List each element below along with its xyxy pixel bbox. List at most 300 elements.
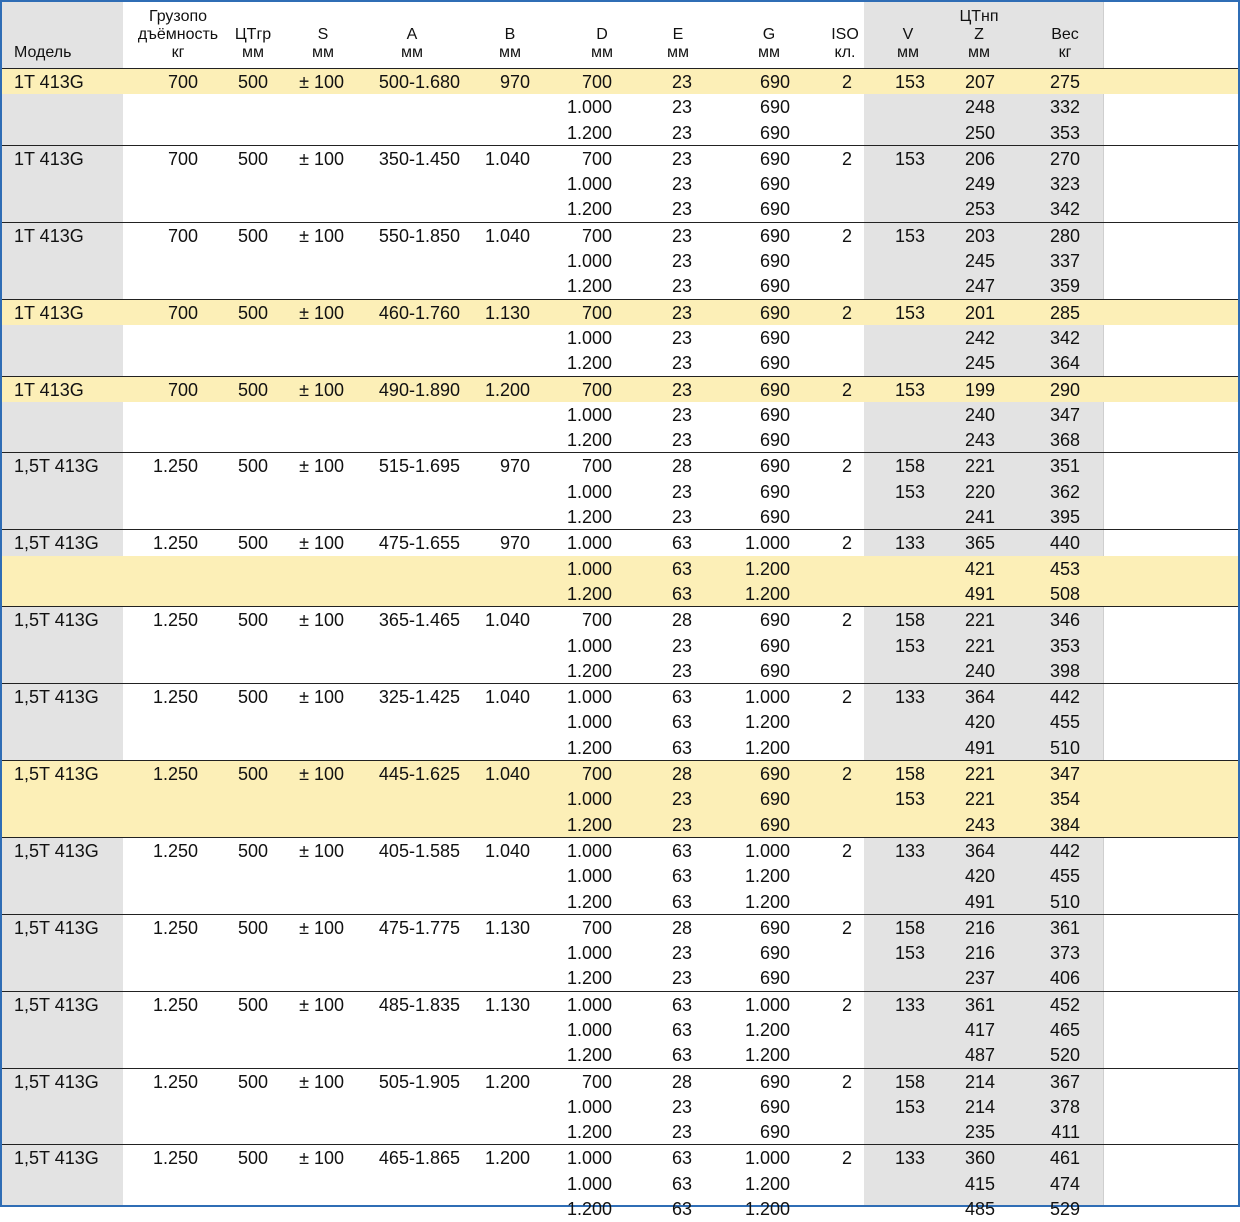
cell-z: 216: [964, 917, 995, 938]
table-row: [2, 556, 1238, 581]
table-row: [2, 325, 1238, 350]
header-weight-label: Вес: [1051, 26, 1079, 43]
cell-g: 690: [759, 404, 790, 425]
cell-d: 1.200: [566, 122, 612, 143]
table-row: [2, 273, 1238, 298]
cell-d: 1.200: [566, 276, 612, 297]
table-row: [2, 171, 1238, 196]
table-row: [2, 1145, 1238, 1170]
cell-v: 158: [894, 610, 925, 631]
cell-weight: 529: [1049, 1199, 1080, 1220]
cell-g: 690: [759, 225, 790, 246]
cell-a: 465-1.865: [378, 1148, 460, 1169]
cell-e: 63: [671, 712, 692, 733]
cell-e: 23: [671, 507, 692, 528]
header-ctnp-label: ЦТнп: [959, 8, 999, 25]
cell-b: 1.040: [484, 225, 530, 246]
cell-e: 23: [671, 276, 692, 297]
cell-model: 1,5T 413G: [14, 917, 99, 938]
cell-iso: 2: [841, 687, 852, 708]
cell-capacity: 1.250: [152, 456, 198, 477]
cell-g: 1.200: [744, 583, 790, 604]
cell-d: 1.200: [566, 737, 612, 758]
cell-e: 63: [671, 687, 692, 708]
cell-z: 243: [964, 814, 995, 835]
cell-weight: 465: [1049, 1019, 1080, 1040]
table-row: [2, 530, 1238, 555]
cell-d: 1.200: [566, 353, 612, 374]
table-row: [2, 658, 1238, 683]
table-row: [2, 402, 1238, 427]
table-row: [2, 223, 1238, 248]
cell-d: 1.000: [566, 327, 612, 348]
cell-g: 690: [759, 1071, 790, 1092]
cell-b: 1.130: [484, 302, 530, 323]
cell-capacity: 1.250: [152, 917, 198, 938]
cell-a: 405-1.585: [378, 840, 460, 861]
cell-b: 1.040: [484, 840, 530, 861]
header-g-unit: мм: [758, 44, 780, 61]
cell-v: 153: [894, 635, 925, 656]
cell-z: 240: [964, 660, 995, 681]
table-row: [2, 838, 1238, 863]
cell-weight: 351: [1049, 456, 1080, 477]
table-row: [2, 581, 1238, 606]
header-s: [298, 2, 348, 62]
cell-e: 23: [671, 302, 692, 323]
table-row: [2, 1069, 1238, 1094]
table-row: [2, 1196, 1238, 1221]
cell-model: 1T 413G: [14, 72, 84, 92]
cell-ctgr: 500: [237, 302, 268, 323]
header-z: [952, 2, 1006, 62]
cell-g: 690: [759, 507, 790, 528]
cell-ctgr: 500: [237, 917, 268, 938]
cell-capacity: 700: [167, 148, 198, 169]
cell-v: 153: [894, 481, 925, 502]
cell-v: 153: [894, 1096, 925, 1117]
cell-e: 63: [671, 583, 692, 604]
cell-s: ± 100: [299, 533, 344, 554]
table-row: [2, 915, 1238, 940]
cell-d: 1.200: [566, 1045, 612, 1066]
model-group: [2, 837, 1238, 914]
cell-d: 1.200: [566, 507, 612, 528]
cell-g: 1.200: [744, 558, 790, 579]
table-row: [2, 196, 1238, 221]
table-row: [2, 427, 1238, 452]
cell-d: 700: [581, 72, 612, 92]
cell-e: 23: [671, 225, 692, 246]
cell-g: 690: [759, 353, 790, 374]
cell-v: 158: [894, 917, 925, 938]
cell-model: 1,5T 413G: [14, 533, 99, 554]
table-row: [2, 812, 1238, 837]
header-g: [744, 2, 794, 62]
table-row: [2, 1017, 1238, 1042]
table-row: [2, 1042, 1238, 1067]
cell-s: ± 100: [299, 456, 344, 477]
cell-s: ± 100: [299, 302, 344, 323]
header-v: [883, 2, 933, 62]
cell-d: 1.000: [566, 943, 612, 964]
cell-weight: 354: [1049, 789, 1080, 810]
cell-ctgr: 500: [237, 456, 268, 477]
header-e: [653, 2, 703, 62]
cell-g: 1.000: [744, 994, 790, 1015]
cell-d: 700: [581, 610, 612, 631]
table-row: [2, 889, 1238, 914]
cell-weight: 361: [1049, 917, 1080, 938]
table-header: [2, 2, 1238, 62]
table-row: [2, 504, 1238, 529]
cell-e: 23: [671, 789, 692, 810]
cell-d: 1.000: [566, 994, 612, 1015]
cell-g: 690: [759, 97, 790, 118]
cell-weight: 406: [1049, 968, 1080, 989]
cell-weight: 510: [1049, 891, 1080, 912]
cell-a: 500-1.680: [378, 72, 460, 92]
cell-g: 1.000: [744, 533, 790, 554]
cell-capacity: 1.250: [152, 610, 198, 631]
header-iso-unit: кл.: [834, 44, 856, 61]
cell-g: 690: [759, 764, 790, 785]
table-row: [2, 453, 1238, 478]
model-group: [2, 529, 1238, 606]
cell-z: 364: [964, 687, 995, 708]
cell-d: 700: [581, 302, 612, 323]
cell-e: 28: [671, 1071, 692, 1092]
cell-weight: 510: [1049, 737, 1080, 758]
cell-z: 207: [964, 72, 995, 92]
cell-d: 1.000: [566, 404, 612, 425]
cell-weight: 453: [1049, 558, 1080, 579]
cell-z: 364: [964, 840, 995, 861]
cell-ctgr: 500: [237, 225, 268, 246]
table-row: [2, 69, 1238, 94]
header-iso: [820, 2, 870, 62]
cell-s: ± 100: [299, 840, 344, 861]
cell-iso: 2: [841, 302, 852, 323]
cell-d: 1.200: [566, 814, 612, 835]
cell-b: 970: [499, 456, 530, 477]
cell-capacity: 700: [167, 72, 198, 92]
table-body: [2, 68, 1238, 1221]
cell-iso: 2: [841, 994, 852, 1015]
cell-a: 550-1.850: [378, 225, 460, 246]
cell-g: 1.200: [744, 866, 790, 887]
cell-z: 417: [964, 1019, 995, 1040]
cell-d: 700: [581, 917, 612, 938]
cell-model: 1,5T 413G: [14, 994, 99, 1015]
header-d-unit: мм: [591, 44, 613, 61]
cell-d: 1.200: [566, 660, 612, 681]
cell-a: 365-1.465: [378, 610, 460, 631]
cell-z: 491: [964, 583, 995, 604]
cell-g: 690: [759, 430, 790, 451]
header-ctgr: [228, 2, 278, 62]
cell-d: 700: [581, 379, 612, 400]
cell-g: 1.200: [744, 712, 790, 733]
cell-v: 133: [894, 840, 925, 861]
cell-e: 23: [671, 72, 692, 92]
cell-g: 690: [759, 917, 790, 938]
cell-capacity: 700: [167, 302, 198, 323]
cell-e: 23: [671, 660, 692, 681]
cell-v: 133: [894, 687, 925, 708]
header-iso-label: ISO: [831, 26, 859, 43]
header-d: [577, 2, 627, 62]
cell-e: 63: [671, 866, 692, 887]
table-row: [2, 940, 1238, 965]
cell-weight: 342: [1049, 327, 1080, 348]
cell-a: 515-1.695: [378, 456, 460, 477]
cell-s: ± 100: [299, 610, 344, 631]
cell-g: 690: [759, 199, 790, 220]
cell-v: 153: [894, 148, 925, 169]
cell-iso: 2: [841, 456, 852, 477]
cell-z: 248: [964, 97, 995, 118]
cell-g: 690: [759, 276, 790, 297]
table-row: [2, 479, 1238, 504]
cell-z: 221: [964, 456, 995, 477]
cell-iso: 2: [841, 1071, 852, 1092]
cell-v: 153: [894, 789, 925, 810]
model-group: [2, 1144, 1238, 1221]
cell-weight: 442: [1049, 840, 1080, 861]
table-row: [2, 248, 1238, 273]
cell-z: 253: [964, 199, 995, 220]
cell-weight: 346: [1049, 610, 1080, 631]
cell-iso: 2: [841, 764, 852, 785]
cell-e: 23: [671, 251, 692, 272]
cell-a: 325-1.425: [378, 687, 460, 708]
model-group: [2, 1068, 1238, 1145]
cell-z: 250: [964, 122, 995, 143]
cell-g: 1.200: [744, 891, 790, 912]
cell-e: 23: [671, 968, 692, 989]
cell-g: 690: [759, 456, 790, 477]
cell-capacity: 1.250: [152, 533, 198, 554]
cell-v: 158: [894, 764, 925, 785]
cell-d: 1.200: [566, 1122, 612, 1143]
cell-weight: 332: [1049, 97, 1080, 118]
cell-z: 365: [964, 533, 995, 554]
cell-z: 245: [964, 353, 995, 374]
cell-b: 970: [499, 533, 530, 554]
cell-g: 1.200: [744, 737, 790, 758]
cell-g: 690: [759, 481, 790, 502]
cell-g: 1.200: [744, 1019, 790, 1040]
cell-e: 23: [671, 148, 692, 169]
cell-b: 1.040: [484, 764, 530, 785]
cell-model: 1T 413G: [14, 225, 84, 246]
cell-d: 1.000: [566, 635, 612, 656]
cell-s: ± 100: [299, 1148, 344, 1169]
table-row: [2, 965, 1238, 990]
cell-ctgr: 500: [237, 994, 268, 1015]
cell-z: 247: [964, 276, 995, 297]
cell-weight: 275: [1049, 72, 1080, 92]
cell-z: 221: [964, 789, 995, 810]
cell-e: 63: [671, 994, 692, 1015]
cell-weight: 347: [1049, 764, 1080, 785]
header-z-label: Z: [974, 26, 984, 43]
header-capacity: [126, 2, 230, 62]
header-s-label: S: [317, 26, 329, 43]
header-b: [485, 2, 535, 62]
cell-g: 690: [759, 1122, 790, 1143]
cell-a: 445-1.625: [378, 764, 460, 785]
cell-ctgr: 500: [237, 1071, 268, 1092]
cell-g: 690: [759, 968, 790, 989]
header-model-label: Модель: [14, 44, 72, 61]
cell-d: 1.000: [566, 481, 612, 502]
cell-z: 206: [964, 148, 995, 169]
cell-weight: 368: [1049, 430, 1080, 451]
header-capacity-line2: дъёмность: [137, 26, 219, 43]
cell-e: 23: [671, 404, 692, 425]
cell-d: 1.000: [566, 558, 612, 579]
cell-d: 1.000: [566, 1148, 612, 1169]
header-g-label: G: [762, 26, 776, 43]
cell-z: 487: [964, 1045, 995, 1066]
cell-d: 1.200: [566, 430, 612, 451]
cell-g: 690: [759, 174, 790, 195]
cell-v: 153: [894, 225, 925, 246]
header-weight-unit: кг: [1058, 44, 1072, 61]
cell-s: ± 100: [299, 764, 344, 785]
cell-e: 23: [671, 430, 692, 451]
header-ctgr-unit: мм: [242, 44, 264, 61]
cell-e: 63: [671, 1173, 692, 1194]
table-row: [2, 1094, 1238, 1119]
cell-model: 1,5T 413G: [14, 764, 99, 785]
cell-a: 350-1.450: [378, 148, 460, 169]
cell-v: 133: [894, 1148, 925, 1169]
cell-ctgr: 500: [237, 1148, 268, 1169]
cell-e: 63: [671, 533, 692, 554]
cell-weight: 508: [1049, 583, 1080, 604]
cell-model: 1,5T 413G: [14, 456, 99, 477]
cell-e: 63: [671, 1019, 692, 1040]
model-group: [2, 299, 1238, 376]
cell-d: 1.200: [566, 583, 612, 604]
cell-g: 690: [759, 148, 790, 169]
cell-d: 1.200: [566, 891, 612, 912]
cell-capacity: 1.250: [152, 1071, 198, 1092]
cell-d: 700: [581, 1071, 612, 1092]
table-row: [2, 735, 1238, 760]
cell-weight: 384: [1049, 814, 1080, 835]
cell-b: 1.200: [484, 379, 530, 400]
cell-weight: 455: [1049, 712, 1080, 733]
cell-b: 1.130: [484, 917, 530, 938]
cell-d: 1.000: [566, 97, 612, 118]
cell-g: 690: [759, 1096, 790, 1117]
cell-z: 420: [964, 712, 995, 733]
cell-e: 63: [671, 737, 692, 758]
cell-z: 360: [964, 1148, 995, 1169]
cell-iso: 2: [841, 225, 852, 246]
cell-g: 1.200: [744, 1199, 790, 1220]
cell-iso: 2: [841, 840, 852, 861]
cell-capacity: 1.250: [152, 687, 198, 708]
cell-a: 505-1.905: [378, 1071, 460, 1092]
cell-e: 23: [671, 943, 692, 964]
table-row: [2, 684, 1238, 709]
cell-g: 690: [759, 943, 790, 964]
cell-e: 23: [671, 814, 692, 835]
cell-g: 1.000: [744, 687, 790, 708]
header-b-label: B: [504, 26, 516, 43]
cell-e: 63: [671, 558, 692, 579]
cell-z: 237: [964, 968, 995, 989]
cell-e: 63: [671, 1148, 692, 1169]
cell-z: 249: [964, 174, 995, 195]
table-row: [2, 377, 1238, 402]
header-v-unit: мм: [897, 44, 919, 61]
cell-e: 28: [671, 456, 692, 477]
cell-weight: 353: [1049, 635, 1080, 656]
cell-g: 690: [759, 327, 790, 348]
header-capacity-line1: Грузопо: [148, 8, 208, 25]
cell-weight: 280: [1049, 225, 1080, 246]
cell-capacity: 700: [167, 379, 198, 400]
cell-z: 241: [964, 507, 995, 528]
cell-ctgr: 500: [237, 840, 268, 861]
cell-weight: 353: [1049, 122, 1080, 143]
cell-model: 1,5T 413G: [14, 610, 99, 631]
header-a-label: A: [406, 26, 418, 43]
model-group: [2, 452, 1238, 529]
cell-ctgr: 500: [237, 148, 268, 169]
model-group: [2, 760, 1238, 837]
cell-e: 23: [671, 97, 692, 118]
cell-capacity: 700: [167, 225, 198, 246]
header-a: [387, 2, 437, 62]
header-capacity-unit: кг: [171, 44, 185, 61]
cell-a: 485-1.835: [378, 994, 460, 1015]
cell-z: 245: [964, 251, 995, 272]
cell-z: 220: [964, 481, 995, 502]
table-row: [2, 300, 1238, 325]
cell-ctgr: 500: [237, 610, 268, 631]
cell-b: 970: [499, 72, 530, 92]
cell-v: 133: [894, 994, 925, 1015]
table-row: [2, 94, 1238, 119]
cell-v: 153: [894, 379, 925, 400]
cell-z: 214: [964, 1096, 995, 1117]
cell-s: ± 100: [299, 148, 344, 169]
cell-e: 23: [671, 1122, 692, 1143]
cell-d: 700: [581, 225, 612, 246]
cell-a: 475-1.655: [378, 533, 460, 554]
cell-e: 23: [671, 635, 692, 656]
cell-ctgr: 500: [237, 687, 268, 708]
cell-ctgr: 500: [237, 379, 268, 400]
cell-iso: 2: [841, 148, 852, 169]
cell-weight: 395: [1049, 507, 1080, 528]
cell-z: 491: [964, 891, 995, 912]
cell-z: 221: [964, 635, 995, 656]
cell-d: 1.000: [566, 174, 612, 195]
cell-g: 1.000: [744, 1148, 790, 1169]
cell-z: 415: [964, 1173, 995, 1194]
cell-e: 23: [671, 327, 692, 348]
cell-g: 690: [759, 814, 790, 835]
cell-ctgr: 500: [237, 533, 268, 554]
